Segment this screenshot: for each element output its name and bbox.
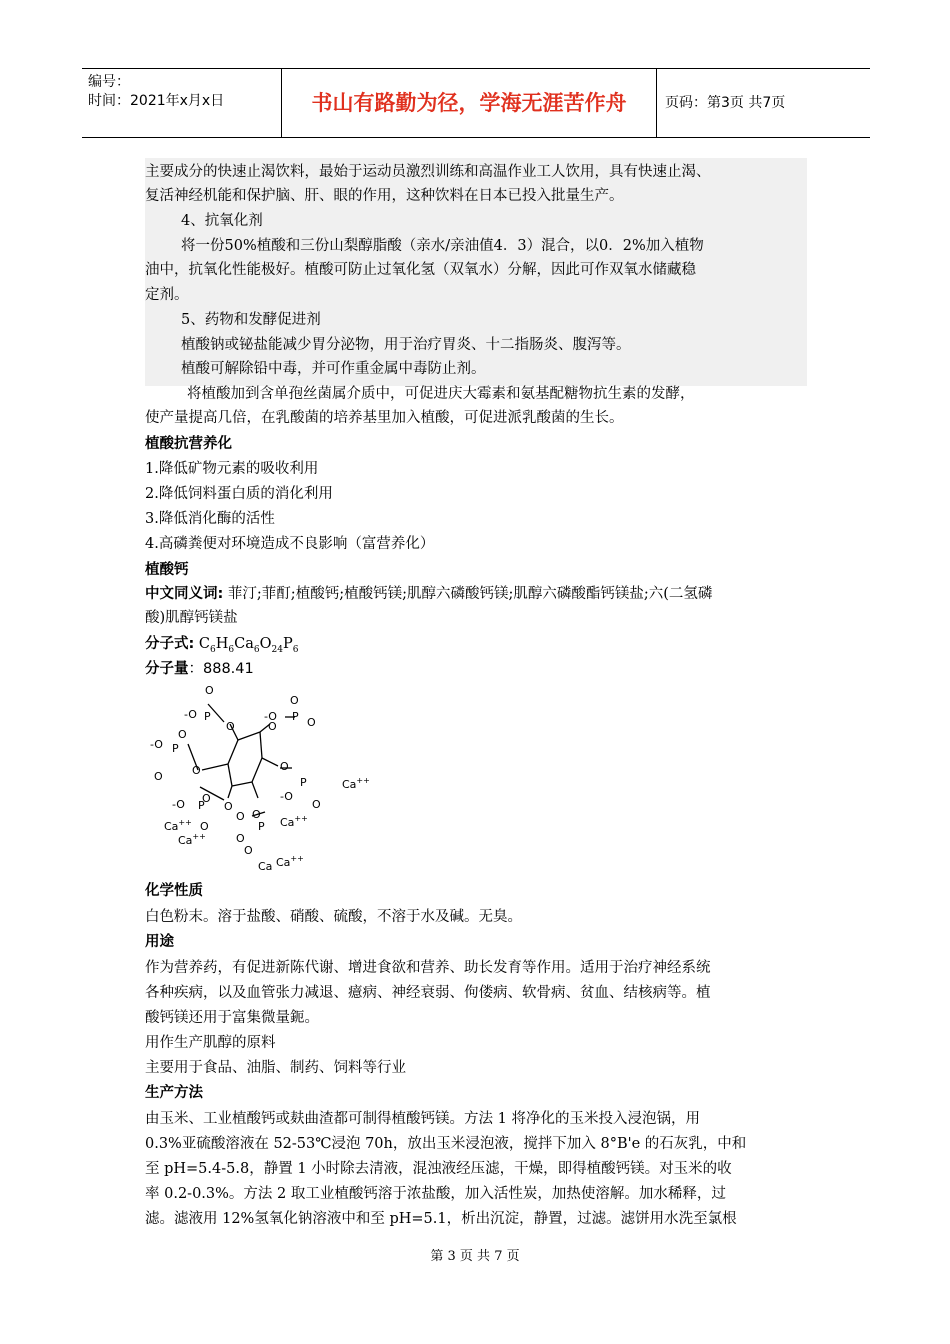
paragraph-line: 率 0.2-0.3%。方法 2 取工业植酸钙溶于浓盐酸，加入活性炭，加热使溶解。加水稀释，过 — [145, 1186, 726, 1202]
atom-o: O — [178, 728, 187, 741]
calcium-phytate-structure — [140, 682, 400, 877]
page-footer: 第 3 页 共 7 页 — [430, 1249, 520, 1264]
synonyms-text: 菲汀;菲酊;植酸钙;植酸钙镁;肌醇六磷酸钙镁;肌醇六磷酸酯钙镁盐;六(二氢磷 — [223, 586, 713, 602]
atom-o-minus: -O — [184, 708, 197, 721]
paragraph-line: 0.3%亚硫酸溶液在 52-53℃浸泡 70h，放出玉米浸泡液，搅拌下加入 8°B'e 的石灰乳，中和 — [145, 1136, 747, 1152]
atom-o: O — [307, 716, 316, 729]
header-meta-cell — [82, 69, 282, 137]
atom-o: O — [192, 764, 201, 777]
paragraph-line: 将植酸加到含单孢丝菌属介质中，可促进庆大霉素和氨基配糖物抗生素的发酵， — [187, 386, 695, 402]
mw-value: ：888.41 — [188, 661, 254, 677]
paragraph-line: 复活神经机能和保护脑、肝、眼的作用，这种饮料在日本已投入批量生产。 — [145, 188, 624, 204]
paragraph-line: 作为营养药，有促进新陈代谢、增进食欲和营养、助长发育等作用。适用于治疗神经系统 — [145, 960, 711, 976]
heading-antinutrition: 植酸抗营养化 — [145, 436, 232, 452]
paragraph-line: 将一份50%植酸和三份山梨醇脂酸（亲水/亲油值4．3）混合，以0．2%加入植物 — [181, 238, 704, 254]
list-item: 3.降低消化酶的活性 — [145, 511, 275, 527]
calcium-ion: Ca — [258, 860, 273, 873]
mw-label: 分子量 — [145, 661, 189, 677]
atom-p: P — [204, 710, 211, 723]
section-heading-drugs: 5、药物和发酵促进剂 — [181, 312, 321, 328]
atom-o: O — [236, 832, 245, 845]
paragraph-line: 植酸钠或铋盐能减少胃分泌物，用于治疗胃炎、十二指肠炎、腹泻等。 — [181, 337, 631, 353]
paragraph-line: 主要用于食品、油脂、制药、饲料等行业 — [145, 1060, 406, 1076]
paragraph-line: 滤。滤液用 12%氢氧化钠溶液中和至 pH=5.1，析出沉淀，静置，过滤。滤饼用水洗至氯根 — [145, 1211, 737, 1227]
mw-line — [145, 657, 254, 681]
header-motto: 书山有路勤为径，学海无涯苦作舟 — [282, 69, 657, 137]
atom-o-minus: -O — [150, 738, 163, 751]
atom-o-minus: -O — [172, 798, 185, 811]
atom-o: O — [202, 792, 211, 805]
atom-o: O — [280, 760, 289, 773]
structure-labels — [150, 684, 370, 873]
paragraph-line: 使产量提高几倍，在乳酸菌的培养基里加入植酸，可促进派乳酸菌的生长。 — [145, 410, 624, 426]
atom-o: O — [236, 810, 245, 823]
atom-p: P — [292, 710, 299, 723]
heading-production: 生产方法 — [145, 1085, 203, 1101]
paragraph-line: 油中，抗氧化性能极好。植酸可防止过氧化氢（双氧水）分解，因此可作双氧水储藏稳 — [145, 262, 696, 278]
atom-o: O — [224, 800, 233, 813]
list-item: 4.高磷粪便对环境造成不良影响（富营养化） — [145, 536, 435, 552]
paragraph-line: 各种疾病，以及血管张力减退、癔病、神经衰弱、佝偻病、软骨病、贫血、结核病等。植 — [145, 985, 711, 1001]
atom-p: P — [172, 742, 179, 755]
atom-o-minus: -O — [280, 790, 293, 803]
atom-o: O — [205, 684, 214, 697]
calcium-ion: Ca++ — [280, 814, 308, 829]
doc-code-label: 编号： — [88, 74, 130, 90]
heading-calcium-phytate: 植酸钙 — [145, 562, 189, 578]
calcium-ion: Ca++ — [276, 854, 304, 869]
calcium-ion: Ca++ — [164, 818, 192, 833]
synonyms-line-2: 酸)肌醇钙镁盐 — [145, 610, 238, 626]
paragraph-line: 定剂。 — [145, 287, 189, 303]
atom-p: P — [300, 776, 307, 789]
synonyms-label: 中文同义词: — [145, 586, 224, 602]
atom-o: O — [200, 820, 209, 833]
list-item: 2.降低饲料蛋白质的消化利用 — [145, 486, 333, 502]
atom-o: O — [290, 694, 299, 707]
synonyms-line — [145, 582, 712, 606]
section-heading-antioxidant: 4、抗氧化剂 — [181, 213, 263, 229]
atom-p: P — [198, 799, 205, 812]
atom-o: O — [244, 844, 253, 857]
paragraph-line: 用作生产肌醇的原料 — [145, 1035, 276, 1051]
list-item: 1.降低矿物元素的吸收利用 — [145, 461, 319, 477]
paragraph-line: 至 pH=5.4-5.8，静置 1 小时除去清液，混浊液经压滤，干燥，即得植酸钙镁。对玉米的收 — [145, 1161, 732, 1177]
paragraph-line: 植酸可解除铅中毒，并可作重金属中毒防止剂。 — [181, 361, 486, 377]
heading-chemical-properties: 化学性质 — [145, 883, 203, 899]
atom-o-minus: -O — [264, 710, 277, 723]
atom-o: O — [252, 808, 261, 821]
atom-o: O — [226, 720, 235, 733]
doc-date-label: 时间：2021年x月x日 — [88, 93, 225, 109]
heading-uses: 用途 — [145, 934, 174, 950]
paragraph-line: 由玉米、工业植酸钙或麸曲渣都可制得植酸钙镁。方法 1 将净化的玉米投入浸泡锅，用 — [145, 1111, 700, 1127]
header-page-number: 页码：第3页 共7页 — [665, 95, 786, 111]
calcium-ion: Ca++ — [178, 832, 206, 847]
paragraph-line: 主要成分的快速止渴饮料，最始于运动员激烈训练和高温作业工人饮用，具有快速止渴、 — [145, 164, 711, 180]
formula-line — [145, 632, 298, 656]
paragraph-line: 白色粉末。溶于盐酸、硝酸、硫酸，不溶于水及碱。无臭。 — [145, 909, 522, 925]
page-header — [82, 68, 870, 138]
atom-o: O — [268, 720, 277, 733]
paragraph-line: 酸钙镁还用于富集微量鈪。 — [145, 1010, 319, 1026]
calcium-ion: Ca++ — [342, 776, 370, 791]
formula-label: 分子式: — [145, 636, 195, 652]
atom-p: P — [258, 820, 265, 833]
atom-o: O — [154, 770, 163, 783]
atom-o: O — [312, 798, 321, 811]
molecular-formula: $C_6H_6Ca_6O_{24}P_6$ — [198, 636, 299, 655]
